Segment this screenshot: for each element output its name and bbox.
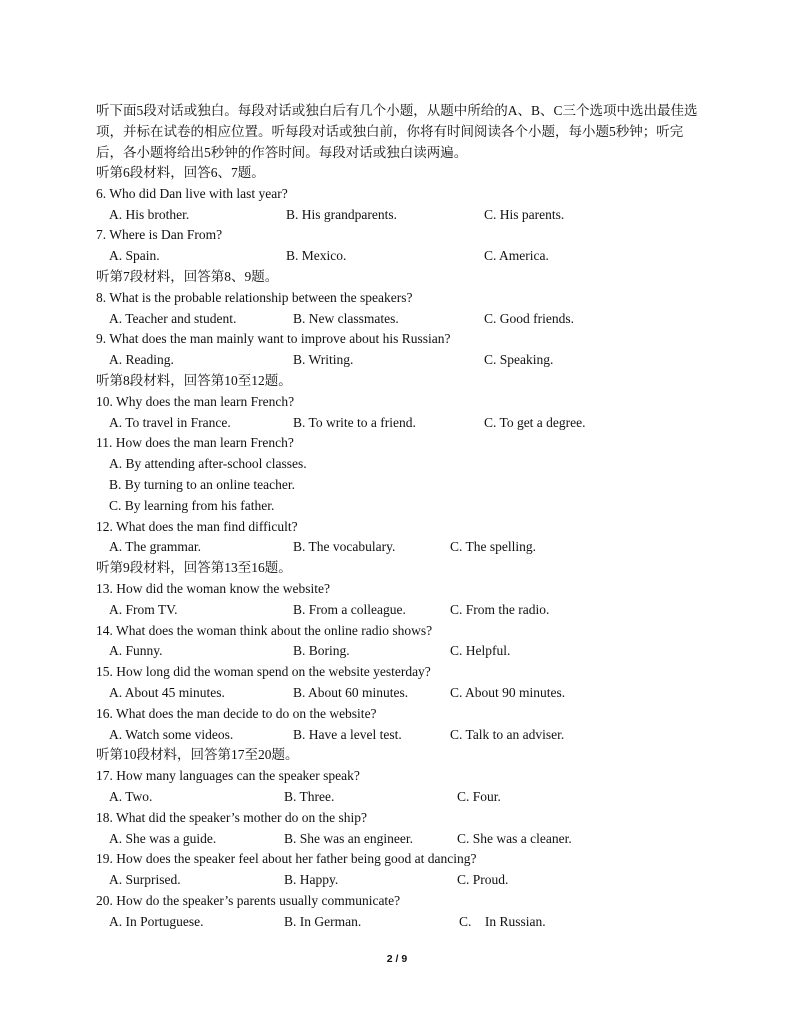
option-b: B. Have a level test.	[293, 726, 402, 742]
option-b: B. The vocabulary.	[293, 539, 396, 555]
section-heading: 听第9段材料，回答第13至16题。	[96, 560, 292, 576]
question-7: 7. Where is Dan From?	[96, 227, 223, 243]
option-c: C. The spelling.	[450, 539, 536, 555]
question-19: 19. How does the speaker feel about her father being good at dancing?	[96, 851, 477, 867]
option-c: C. Proud.	[457, 872, 509, 888]
option-b: B. Mexico.	[286, 248, 347, 264]
option-c: C. Talk to an adviser.	[450, 726, 565, 742]
option-a: A. Watch some videos.	[109, 726, 234, 742]
question-20: 20. How do the speaker’s parents usually communicate?	[96, 892, 401, 908]
exam-page	[96, 100, 706, 932]
options-row	[96, 641, 706, 662]
options-row	[96, 309, 706, 330]
option-c: C. About 90 minutes.	[450, 684, 566, 700]
option-b: B. New classmates.	[293, 310, 399, 326]
options-row	[96, 912, 706, 933]
option-c: C. Four.	[457, 788, 501, 804]
option-a: A. She was a guide.	[109, 830, 217, 846]
option-a: A. About 45 minutes.	[109, 684, 225, 700]
option-b: B. Boring.	[293, 643, 350, 659]
question-9: 9. What does the man mainly want to improve about his Russian?	[96, 331, 451, 347]
question-6: 6. Who did Dan live with last year?	[96, 185, 288, 201]
option-c: C. By learning from his father.	[109, 497, 275, 513]
options-row	[96, 725, 706, 746]
option-c: C. America.	[484, 248, 549, 264]
option-b: B. In German.	[284, 913, 362, 929]
option-c: C. His parents.	[484, 206, 565, 222]
option-a: A. Spain.	[109, 248, 160, 264]
options-row	[96, 246, 706, 267]
option-c: C. To get a degree.	[484, 414, 586, 430]
options-row	[96, 413, 706, 434]
option-c: C. She was a cleaner.	[457, 830, 572, 846]
page-number: 2 / 9	[386, 953, 408, 965]
option-c: C. Helpful.	[450, 643, 511, 659]
option-b: B. She was an engineer.	[284, 830, 413, 846]
question-17: 17. How many languages can the speaker speak?	[96, 768, 360, 784]
option-a: A. His brother.	[109, 206, 190, 222]
option-b: B. Three.	[284, 788, 335, 804]
options-row	[96, 537, 706, 558]
question-8: 8. What is the probable relationship between the speakers?	[96, 289, 413, 305]
options-row	[96, 205, 706, 226]
option-a: A. Reading.	[109, 352, 174, 368]
section-heading: 听第6段材料，回答6、7题。	[96, 165, 265, 180]
option-c: C. In Russian.	[459, 913, 546, 929]
option-b: B. From a colleague.	[293, 601, 406, 617]
option-b: B. To write to a friend.	[293, 414, 416, 430]
question-16: 16. What does the man decide to do on the website?	[96, 705, 377, 721]
options-row	[96, 683, 706, 704]
question-18: 18. What did the speaker’s mother do on the ship?	[96, 809, 367, 825]
option-a: A. By attending after-school classes.	[109, 456, 307, 472]
option-a: A. Two.	[109, 788, 153, 804]
option-b: B. Writing.	[293, 352, 354, 368]
section-heading: 听第8段材料，回答第10至12题。	[96, 372, 292, 388]
option-c: C. From the radio.	[450, 601, 550, 617]
options-row	[96, 600, 706, 621]
section-instructions: 听下面5段对话或独白。每段对话或独白后有几个小题，从题中所给的A、B、C三个选项中选出最佳选项，并标在试卷的相应位置。听每段对话或独白前，你将有时间阅读各个小题，每小题5秒钟；听完后，各小题将给出5秒钟的作答时间。每段对话或独白读两遍。	[96, 103, 698, 160]
option-a: A. To travel in France.	[109, 414, 231, 430]
section-heading: 听第10段材料，回答第17至20题。	[96, 747, 299, 763]
option-b: B. Happy.	[284, 872, 339, 888]
question-15: 15. How long did the woman spend on the website yesterday?	[96, 664, 431, 680]
option-b: B. By turning to an online teacher.	[109, 476, 295, 492]
option-c: C. Speaking.	[484, 352, 554, 368]
question-11: 11. How does the man learn French?	[96, 435, 294, 451]
options-row	[96, 829, 706, 850]
question-13: 13. How did the woman know the website?	[96, 580, 330, 596]
question-14: 14. What does the woman think about the online radio shows?	[96, 622, 433, 638]
options-row	[96, 350, 706, 371]
option-a: A. From TV.	[109, 601, 178, 617]
option-b: B. About 60 minutes.	[293, 684, 409, 700]
section-heading: 听第7段材料，回答第8、9题。	[96, 268, 279, 284]
option-c: C. Good friends.	[484, 310, 574, 326]
options-row	[96, 870, 706, 891]
option-b: B. His grandparents.	[286, 206, 397, 222]
question-12: 12. What does the man find difficult?	[96, 518, 298, 534]
option-a: A. Funny.	[109, 643, 163, 659]
options-row	[96, 787, 706, 808]
option-a: A. In Portuguese.	[109, 913, 204, 929]
option-a: A. Teacher and student.	[109, 310, 237, 326]
option-a: A. Surprised.	[109, 872, 181, 888]
question-10: 10. Why does the man learn French?	[96, 393, 295, 409]
option-a: A. The grammar.	[109, 539, 201, 555]
